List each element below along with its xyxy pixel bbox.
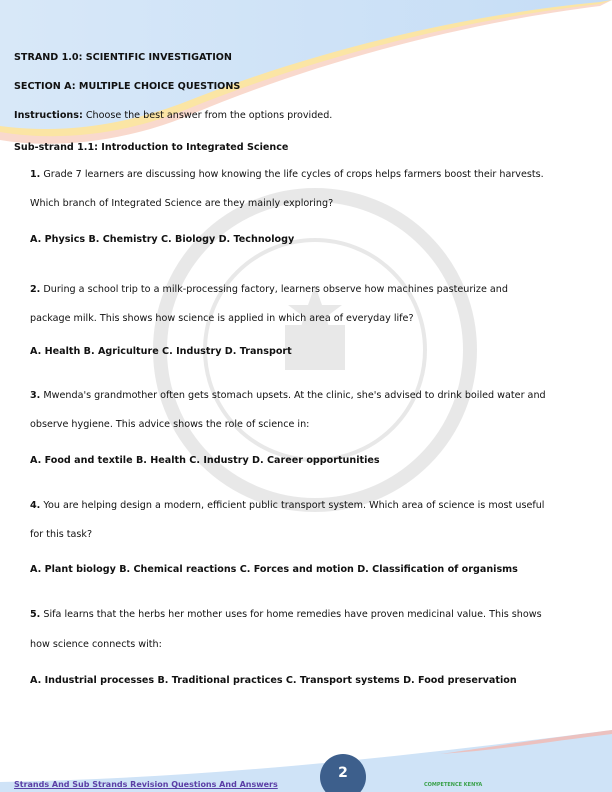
question-text: Grade 7 learners are discussing how knowing the life cycles of crops helps farmers boost their harvests. — [40, 169, 544, 180]
question-text: for this task? — [30, 529, 93, 540]
instructions-text: Choose the best answer from the options provided. — [82, 110, 333, 121]
question-text: how science connects with: — [30, 639, 162, 650]
question-text: Sifa learns that the herbs her mother uses for home remedies have proven medicinal value. This shows — [40, 609, 542, 620]
strand-heading: STRAND 1.0: SCIENTIFIC INVESTIGATION — [14, 52, 232, 63]
question-options: A. Industrial processes B. Traditional practices C. Transport systems D. Food preservation — [30, 675, 517, 686]
section-heading: SECTION A: MULTIPLE CHOICE QUESTIONS — [14, 81, 241, 92]
question-options: A. Food and textile B. Health C. Industry D. Career opportunities — [30, 455, 380, 466]
footer-link[interactable]: Strands And Sub Strands Revision Questions And Answers — [14, 780, 278, 789]
footer-brand: COMPETENCE KENYA — [424, 782, 483, 788]
question-options: A. Health B. Agriculture C. Industry D. Transport — [30, 346, 292, 357]
question-text: During a school trip to a milk-processing factory, learners observe how machines pasteurize and — [40, 284, 508, 295]
instructions — [14, 110, 332, 121]
instructions-label: Instructions: — [14, 110, 83, 121]
question-number: 1. — [30, 169, 41, 180]
question-number: 2. — [30, 284, 41, 295]
question-text: package milk. This shows how science is applied in which area of everyday life? — [30, 313, 414, 324]
question-number: 5. — [30, 609, 41, 620]
question-text: You are helping design a modern, efficient public transport system. Which area of science is most useful — [40, 500, 545, 511]
question-options: A. Physics B. Chemistry C. Biology D. Technology — [30, 234, 295, 245]
question-text: Which branch of Integrated Science are they mainly exploring? — [30, 198, 334, 209]
header-decoration — [0, 0, 612, 160]
question-number: 3. — [30, 390, 41, 401]
question-text: Mwenda's grandmother often gets stomach upsets. At the clinic, she's advised to drink boiled water and — [40, 390, 546, 401]
question-text: observe hygiene. This advice shows the role of science in: — [30, 419, 310, 430]
question-number: 4. — [30, 500, 41, 511]
page-number: 2 — [320, 754, 366, 792]
question-options: A. Plant biology B. Chemical reactions C. Forces and motion D. Classification of organisms — [30, 564, 518, 575]
substrand-heading: Sub-strand 1.1: Introduction to Integrated Science — [14, 142, 289, 153]
